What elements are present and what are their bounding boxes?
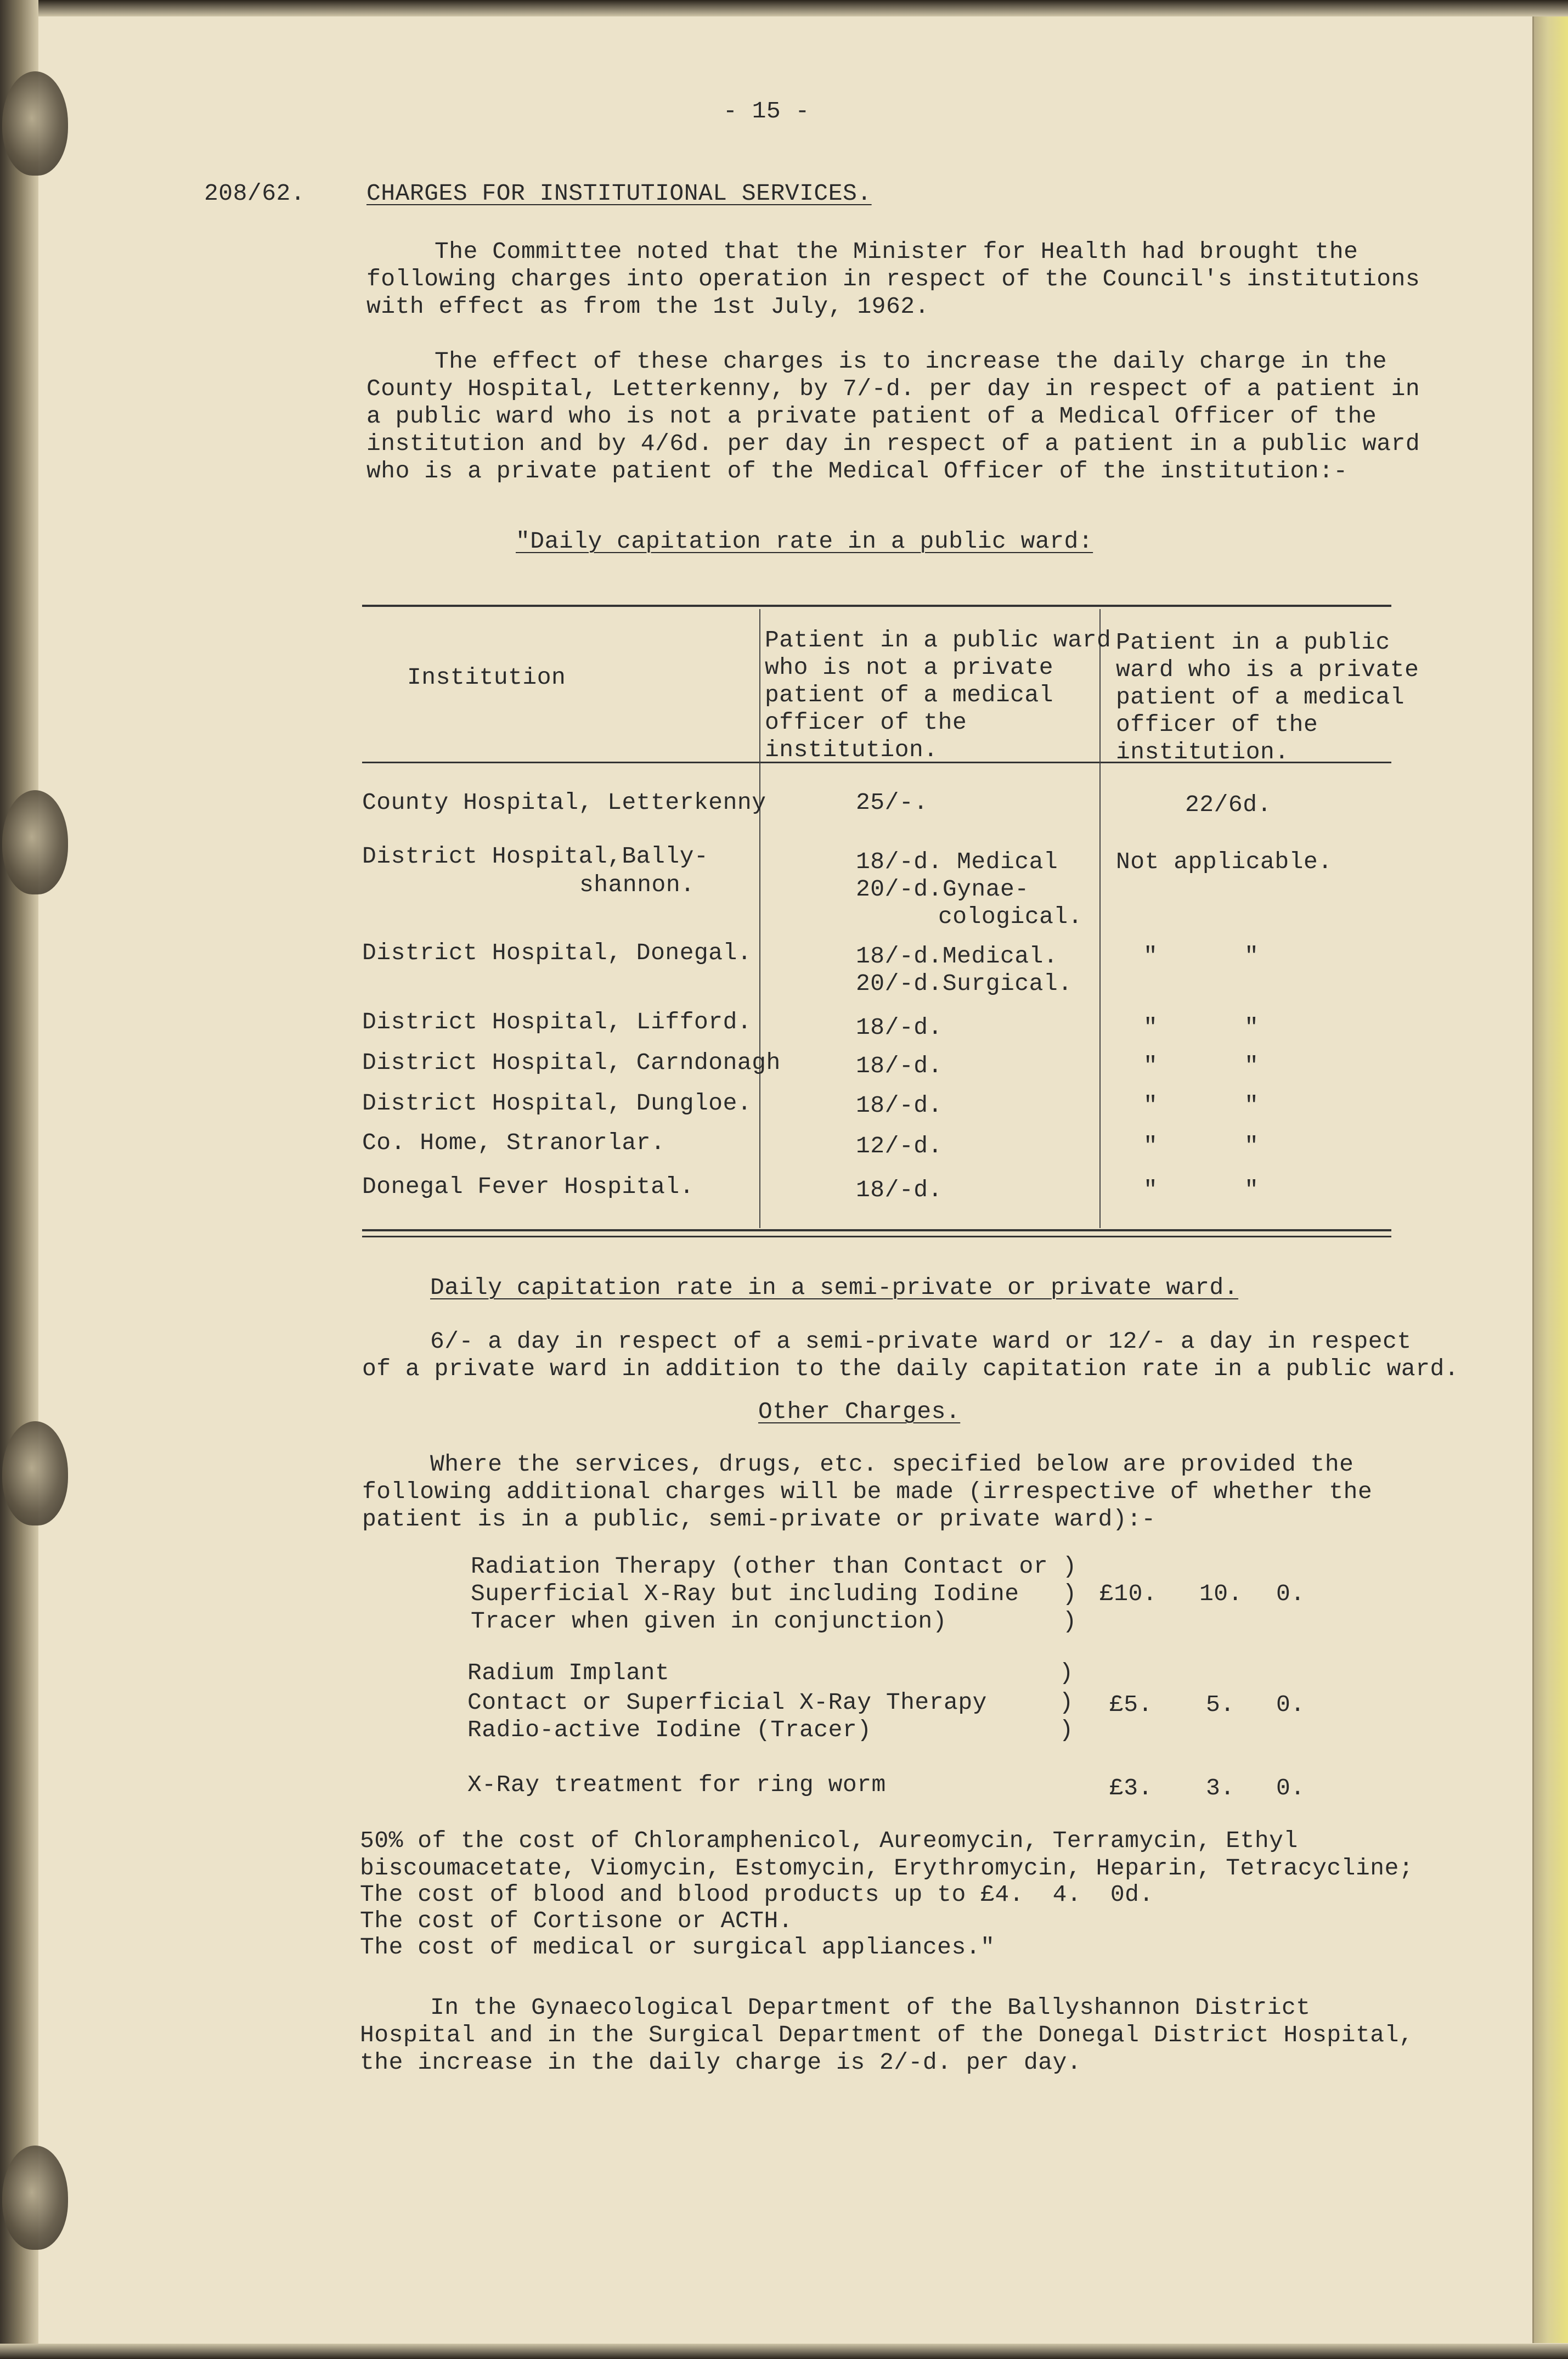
section-title: CHARGES FOR INSTITUTIONAL SERVICES. [366,180,872,207]
binding-gutter [0,0,38,2359]
minute-reference: 208/62. [204,180,306,207]
semi-private-heading: Daily capitation rate in a semi-private or private ward. [430,1274,1239,1301]
binder-ring-3 [2,1421,68,1525]
scan-bottom-edge [0,2344,1568,2359]
binder-ring-2 [2,790,68,894]
table-bottom-rule-2 [362,1236,1391,1237]
table-bottom-rule-1 [362,1229,1391,1231]
page-stack-edge [1532,16,1568,2343]
header-institution: Institution [407,664,566,691]
binder-ring-1 [2,71,68,176]
scan-top-edge [0,0,1568,16]
binder-ring-4 [2,2146,68,2250]
page-number: - 15 - [723,98,810,125]
table-top-rule [362,605,1391,607]
other-charges-heading: Other Charges. [758,1398,961,1425]
table-column-divider-2 [1099,609,1101,1228]
public-ward-heading: "Daily capitation rate in a public ward: [516,528,1093,555]
table-column-divider-1 [759,609,760,1228]
document-page: - 15 - 208/62. CHARGES FOR INSTITUTIONAL SERVICES. The Committee noted that the Minister for Health had brought the following charges into operation in respect of the Council's institutions with effect as from the 1st July, 1962. The effect of these charges is to increase the daily charge in the County Hospital, Letterkenny, by 7/-d. per day in respect of a patient in a public ward who is not a private patient of a Medical Officer of the institution and by 4/6d. per day in respect of a patient in a public ward who is a private patient of the Medical Officer of the institution:- "Daily capitation rate in a public ward: Institution Patient in a public ward who is not a private patient of a medical officer of the institution. Patient in a public ward who is a private patient of a medical officer of the institution. County Hospital, Letterkenny 25/-. 22/6d. District Hospital,Bally- shannon. 18/-d. Medical 20/-d.Gynae- cological. Not applicable. District Hospital, Donegal. 18/-d.Medical. 20/-d.Surgical. " " District Hospital, Lifford. 18/-d. " " District Hospital, Carndonagh 18/-d. " " District Hospital, Dungloe. 18/-d. " " Co. Home, Stranorlar. 12/-d. " " Donegal Fever Hospital. 18/-d. " " Daily capitation rate in a semi-private or private ward. 6/- a day in respect of a semi-private ward or 12/- a day in respect of a private ward in addition to the daily capitation rate in a public ward. Other Charges. Where the services, drugs, etc. specified below are provided the following additional charges will be made (irrespective of whether the patient is in a public, semi-private or private ward):- Radiation Therapy (other than Contact or ) Superficial X-Ray but including Iodine ) Tracer when given in conjunction) ) £10. 10. 0. Radium Implant ) Contact or Superficial X-Ray Therapy ) Radio-active Iodine (Tracer) ) £5. 5. 0. X-Ray treatment for ring worm £3. 3. 0. 50% of the cost of Chloramphenicol, Aureomycin, Terramycin, Ethyl biscoumacetate, Viomycin, Estomycin, Erythromycin, Heparin, Tetracycline; The cost of blood and blood products up to £4. 4. 0d. The cost of Cortisone or ACTH. The cost of medical or surgical appliances." In the Gynaecological Department of the Ballyshannon District Hospital and in the Surgical Department of the Donegal District Hospital, the increase in the daily charge is 2/-d. per day. [0,0,1568,2359]
